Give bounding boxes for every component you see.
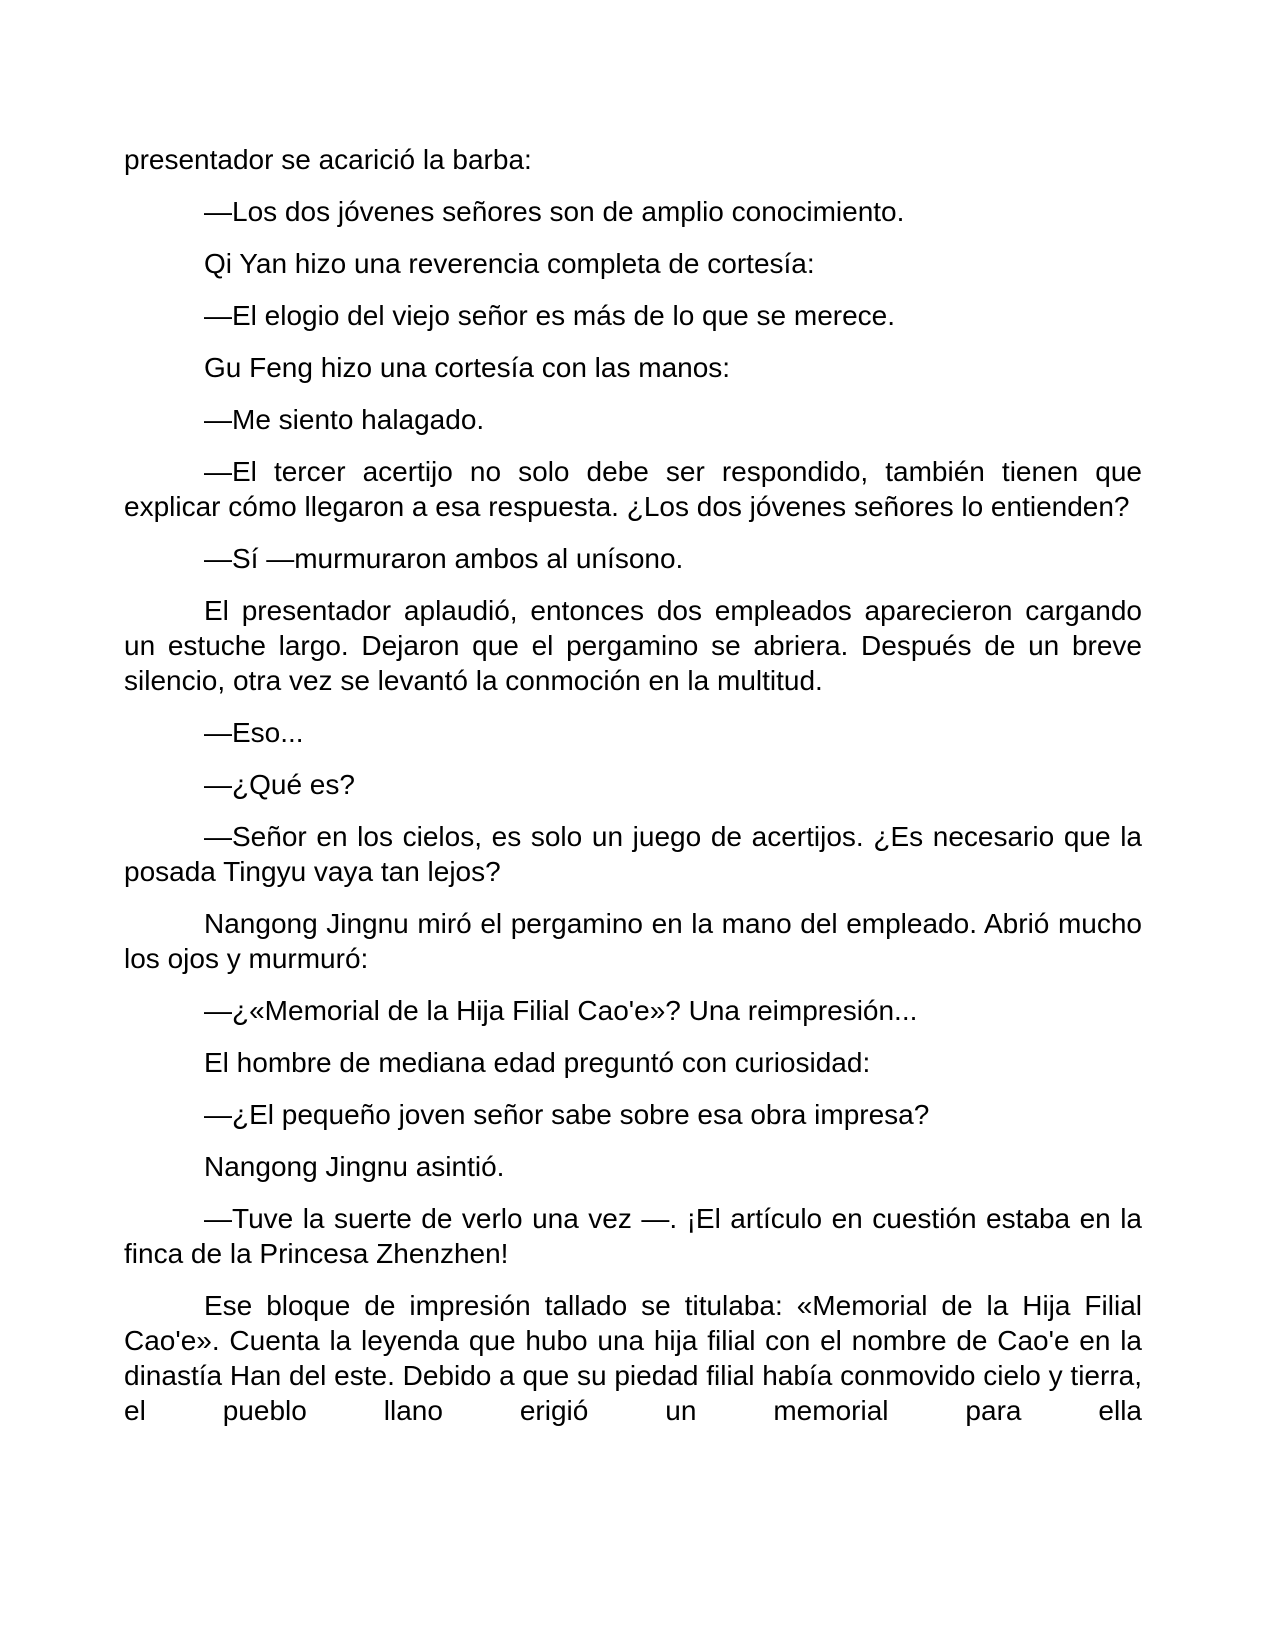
paragraph: —Sí —murmuraron ambos al unísono.: [204, 543, 684, 574]
paragraph: —El tercer acertijo no solo debe ser respondido, también tienen que explicar cómo llegaron a esa respuesta. ¿Los dos jóvenes señores lo entienden?: [124, 456, 1142, 522]
paragraph: —¿Qué es?: [204, 769, 355, 800]
paragraph: —Eso...: [204, 717, 304, 748]
paragraph: —El elogio del viejo señor es más de lo que se merece.: [204, 300, 896, 331]
paragraph: Ese bloque de impresión tallado se titulaba: «Memorial de la Hija Filial Cao'e». Cuenta la leyenda que hubo una hija filial con el nombre de Cao'e en la dinastía Han del este. Debido a que su piedad filial había conmovido cielo y tierra, el pueblo llano erigió un memorial para ella: [124, 1290, 1142, 1426]
paragraph: —¿El pequeño joven señor sabe sobre esa obra impresa?: [204, 1099, 930, 1130]
paragraph: Qi Yan hizo una reverencia completa de cortesía:: [204, 248, 815, 279]
paragraph: —¿«Memorial de la Hija Filial Cao'e»? Una reimpresión...: [204, 995, 918, 1026]
paragraph: El presentador aplaudió, entonces dos empleados aparecieron cargando un estuche largo. Dejaron que el pergamino se abriera. Después de un breve silencio, otra vez se levantó la conmoción en la multitud.: [124, 595, 1142, 696]
paragraph: —Tuve la suerte de verlo una vez —. ¡El artículo en cuestión estaba en la finca de la Princesa Zhenzhen!: [124, 1203, 1142, 1269]
paragraph: —Los dos jóvenes señores son de amplio conocimiento.: [204, 196, 905, 227]
document-page: [124, 142, 1142, 1428]
paragraph: Gu Feng hizo una cortesía con las manos:: [204, 352, 731, 383]
paragraph: presentador se acarició la barba:: [124, 144, 532, 175]
paragraph: Nangong Jingnu asintió.: [204, 1151, 505, 1182]
paragraph: —Señor en los cielos, es solo un juego de acertijos. ¿Es necesario que la posada Tingyu vaya tan lejos?: [124, 821, 1142, 887]
paragraph: —Me siento halagado.: [204, 404, 485, 435]
paragraph: El hombre de mediana edad preguntó con curiosidad:: [204, 1047, 871, 1078]
paragraph: Nangong Jingnu miró el pergamino en la mano del empleado. Abrió mucho los ojos y murmuró:: [124, 908, 1142, 974]
